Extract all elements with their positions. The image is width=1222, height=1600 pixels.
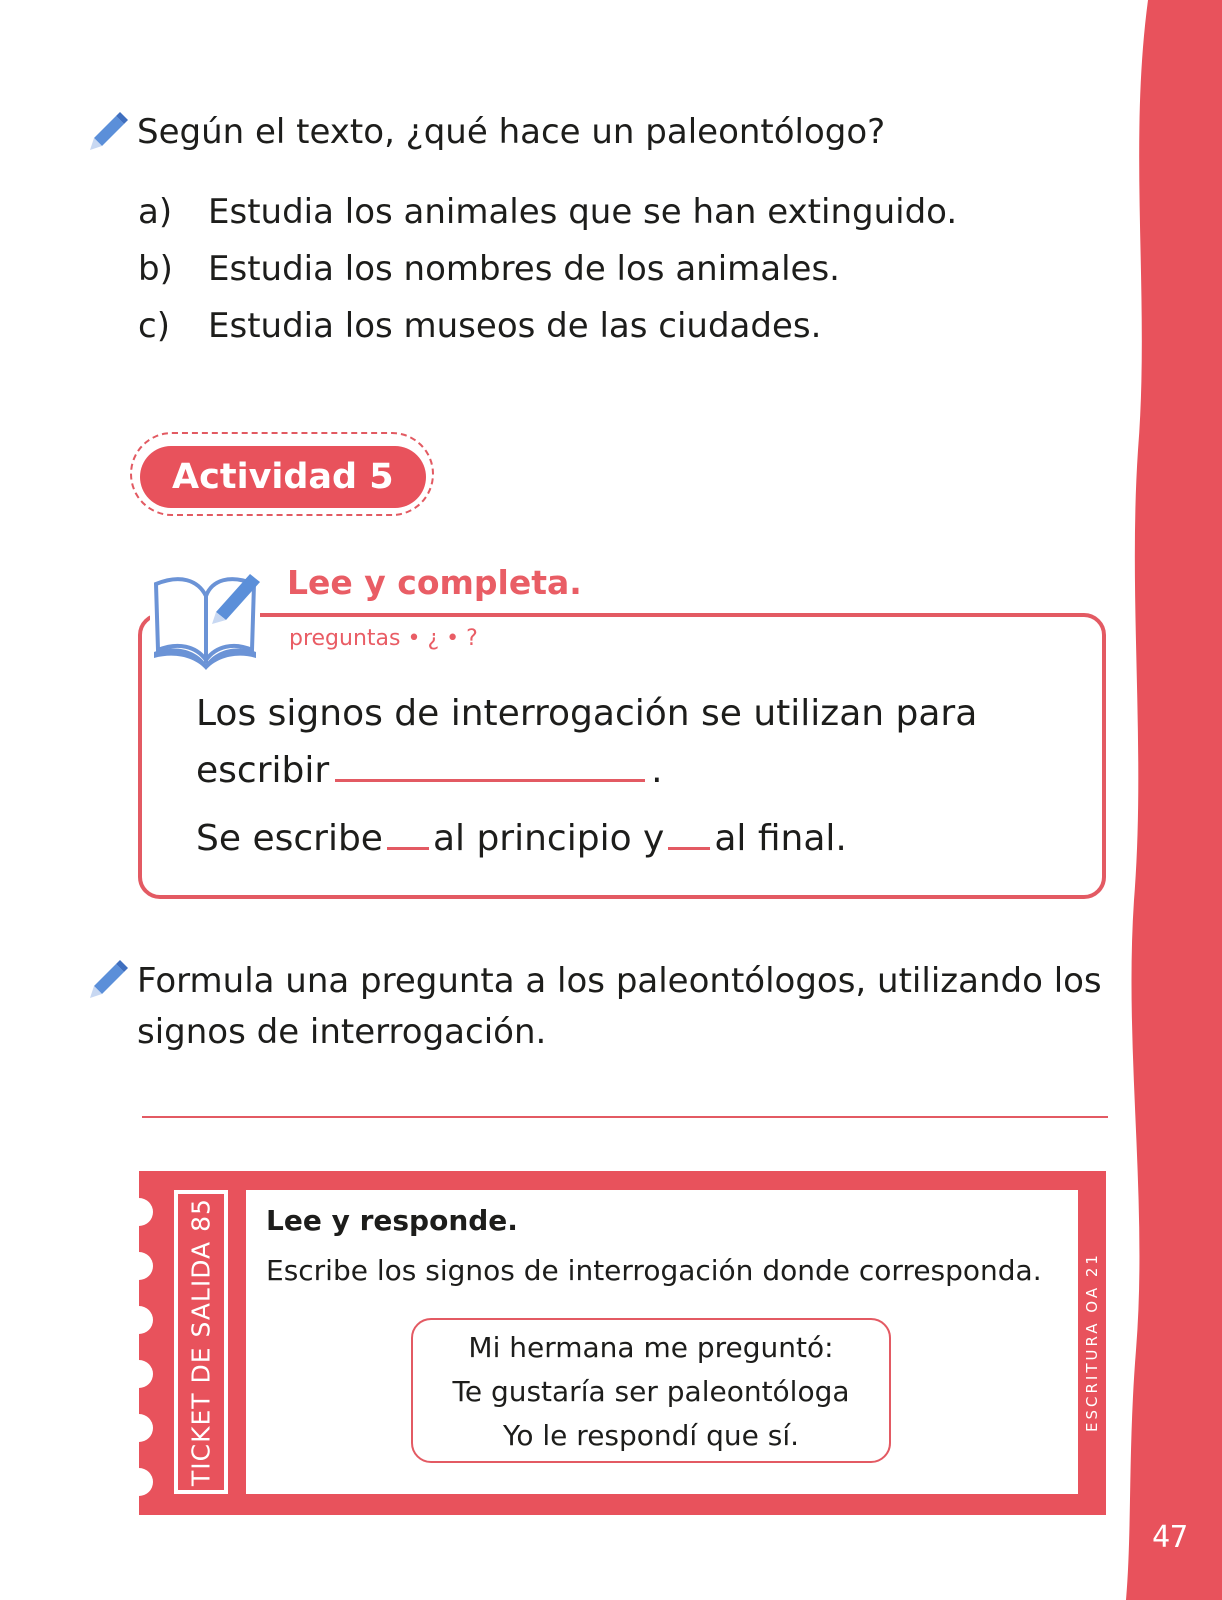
dialogue-box[interactable] (411, 1318, 891, 1463)
pencil-icon (86, 956, 130, 1000)
blank-opening-sign[interactable] (387, 846, 429, 850)
ticket-hole (125, 1306, 153, 1334)
card-text: al principio y (432, 818, 665, 859)
card-text: al final. (714, 818, 847, 859)
option-c[interactable] (138, 298, 821, 354)
ticket-hole (125, 1198, 153, 1226)
activity-badge: Actividad 5 (140, 446, 426, 508)
blank-closing-sign[interactable] (668, 846, 710, 850)
option-letter: b) (138, 249, 173, 289)
side-band (1120, 0, 1222, 1600)
option-a[interactable] (138, 184, 957, 240)
open-book-icon (150, 560, 260, 672)
card-line-3 (196, 818, 847, 859)
option-letter: a) (138, 192, 173, 232)
option-text: Estudia los museos de las ciudades. (208, 306, 822, 346)
dialogue-line: Te gustaría ser paleontóloga (452, 1375, 850, 1408)
option-text: Estudia los animales que se han extinguido. (208, 192, 958, 232)
ticket-hole (125, 1360, 153, 1388)
ticket-title: Lee y responde. (266, 1204, 518, 1237)
question-2-line-2: signos de interrogación. (137, 1012, 547, 1052)
card-line-1: Los signos de interrogación se utilizan para (196, 693, 978, 734)
ticket-hole (125, 1414, 153, 1442)
card-line-2 (196, 750, 663, 791)
pencil-icon (86, 108, 130, 152)
question-1: Según el texto, ¿qué hace un paleontólogo? (137, 112, 886, 152)
ticket-hole (125, 1252, 153, 1280)
ticket-instruction: Escribe los signos de interrogación donde corresponda. (266, 1254, 1042, 1287)
question-2-line-1: Formula una pregunta a los paleontólogos, utilizando los (137, 961, 1102, 1001)
dialogue-line: Mi hermana me preguntó: (468, 1331, 834, 1364)
curriculum-label: ESCRITURA OA 21 (1083, 1252, 1101, 1432)
card-text: . (651, 750, 663, 791)
word-bank: preguntas • ¿ • ? (289, 626, 478, 651)
option-b[interactable] (138, 241, 840, 297)
ticket-hole (125, 1468, 153, 1496)
option-letter: c) (138, 306, 170, 346)
card-text: escribir (196, 750, 330, 791)
dialogue-line: Yo le respondí que sí. (502, 1419, 800, 1452)
card-text: Se escribe (196, 818, 383, 859)
page-number: 47 (1151, 1520, 1189, 1555)
answer-line[interactable] (142, 1116, 1108, 1118)
option-text: Estudia los nombres de los animales. (208, 249, 840, 289)
ticket-id: TICKET DE SALIDA 85 (186, 1198, 216, 1486)
blank-answer[interactable] (335, 778, 645, 782)
activity-title: Lee y completa. (287, 563, 582, 602)
